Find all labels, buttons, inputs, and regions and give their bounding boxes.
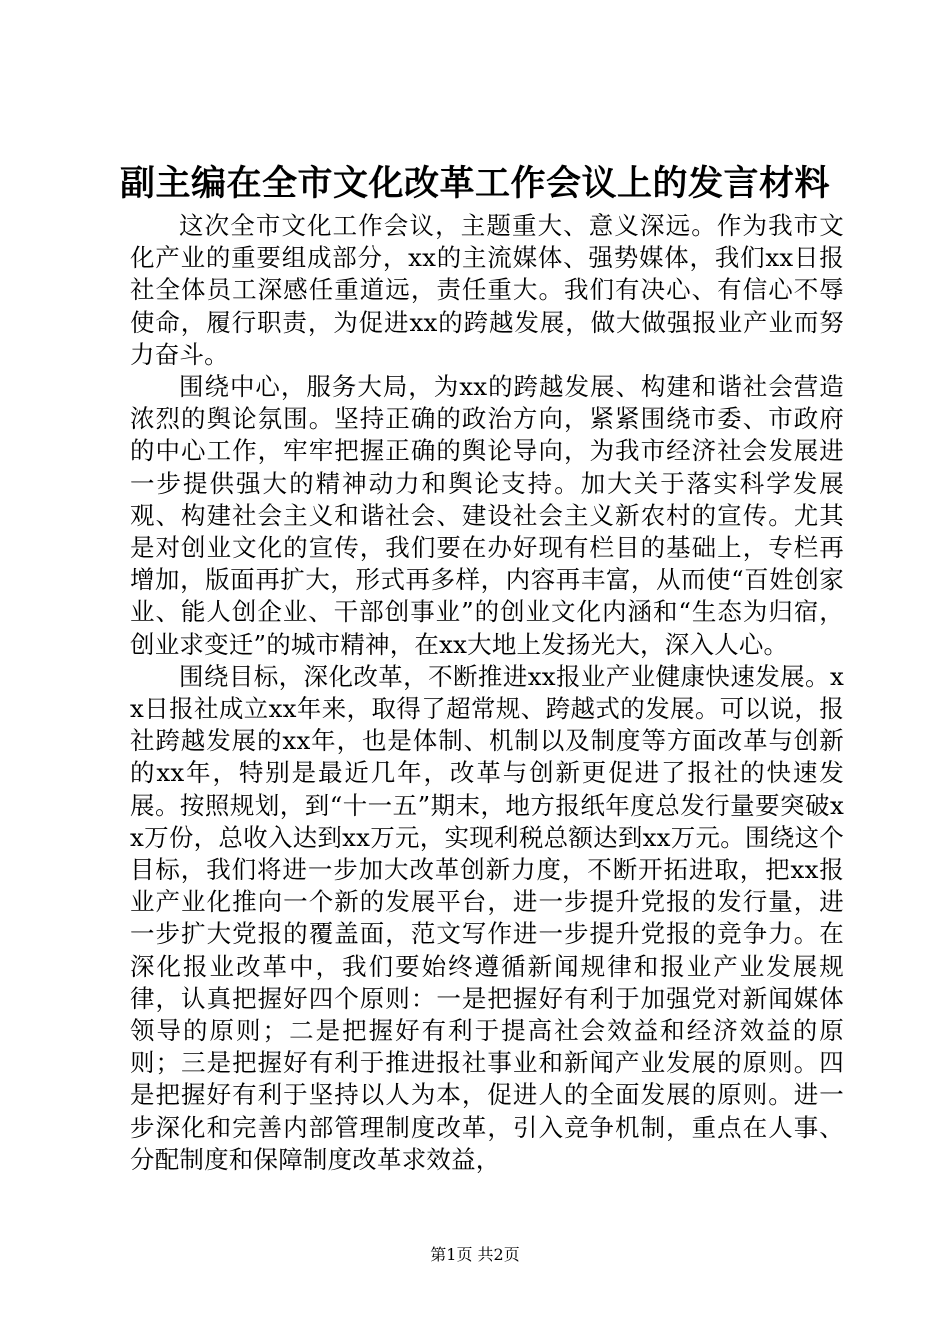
paragraph-3: 围绕目标，深化改革，不断推进xx报业产业健康快速发展。xx日报社成立xx年来，取得了超常规、跨越式的发展。可以说，报社跨越发展的xx年，也是体制、机制以及制度等方面改革与创新的xx年，特别是最近几年，改革与创新更促进了报社的快速发展。按照规划，到“十一五”期末，地方报纸年度总发行量要突破xx万份，总收入达到xx万元，实现利税总额达到xx万元。围绕这个目标，我们将进一步加大改革创新力度，不断开拓进取，把xx报业产业化推向一个新的发展平台，进一步提升党报的发行量，进一步扩大党报的覆盖面，范文写作进一步提升党报的竞争力。在深化报业改革中，我们要始终遵循新闻规律和报业产业发展规律，认真把握好四个原则：一是把握好有利于加强党对新闻媒体领导的原则；二是把握好有利于提高社会效益和经济效益的原则；三是把握好有利于推进报社事业和新闻产业发展的原则。四是把握好有利于坚持以人为本，促进人的全面发展的原则。进一步深化和完善内部管理制度改革，引入竞争机制，重点在人事、分配制度和保障制度改革求效益， [130, 661, 844, 1174]
document-body [130, 210, 844, 1176]
page-number-footer: 第1页 共2页 [430, 1245, 520, 1264]
paragraph-2: 围绕中心，服务大局，为xx的跨越发展、构建和谐社会营造浓烈的舆论氛围。坚持正确的政治方向，紧紧围绕市委、市政府的中心工作，牢牢把握正确的舆论导向，为我市经济社会发展进一步提供强大的精神动力和舆论支持。加大关于落实科学发展观、构建社会主义和谐社会、建设社会主义新农村的宣传。尤其是对创业文化的宣传，我们要在办好现有栏目的基础上，专栏再增加，版面再扩大，形式再多样，内容再丰富，从而使“百姓创家业、能人创企业、干部创事业”的创业文化内涵和“生态为归宿，创业求变迁”的城市精神，在xx大地上发扬光大，深入人心。 [130, 372, 844, 659]
paragraph-1: 这次全市文化工作会议，主题重大、意义深远。作为我市文化产业的重要组成部分，xx的主流媒体、强势媒体，我们xx日报社全体员工深感任重道远，责任重大。我们有决心、有信心不辱使命，履行职责，为促进xx的跨越发展，做大做强报业产业而努力奋斗。 [130, 211, 844, 369]
document-title: 副主编在全市文化改革工作会议上的发言材料 [119, 164, 830, 204]
